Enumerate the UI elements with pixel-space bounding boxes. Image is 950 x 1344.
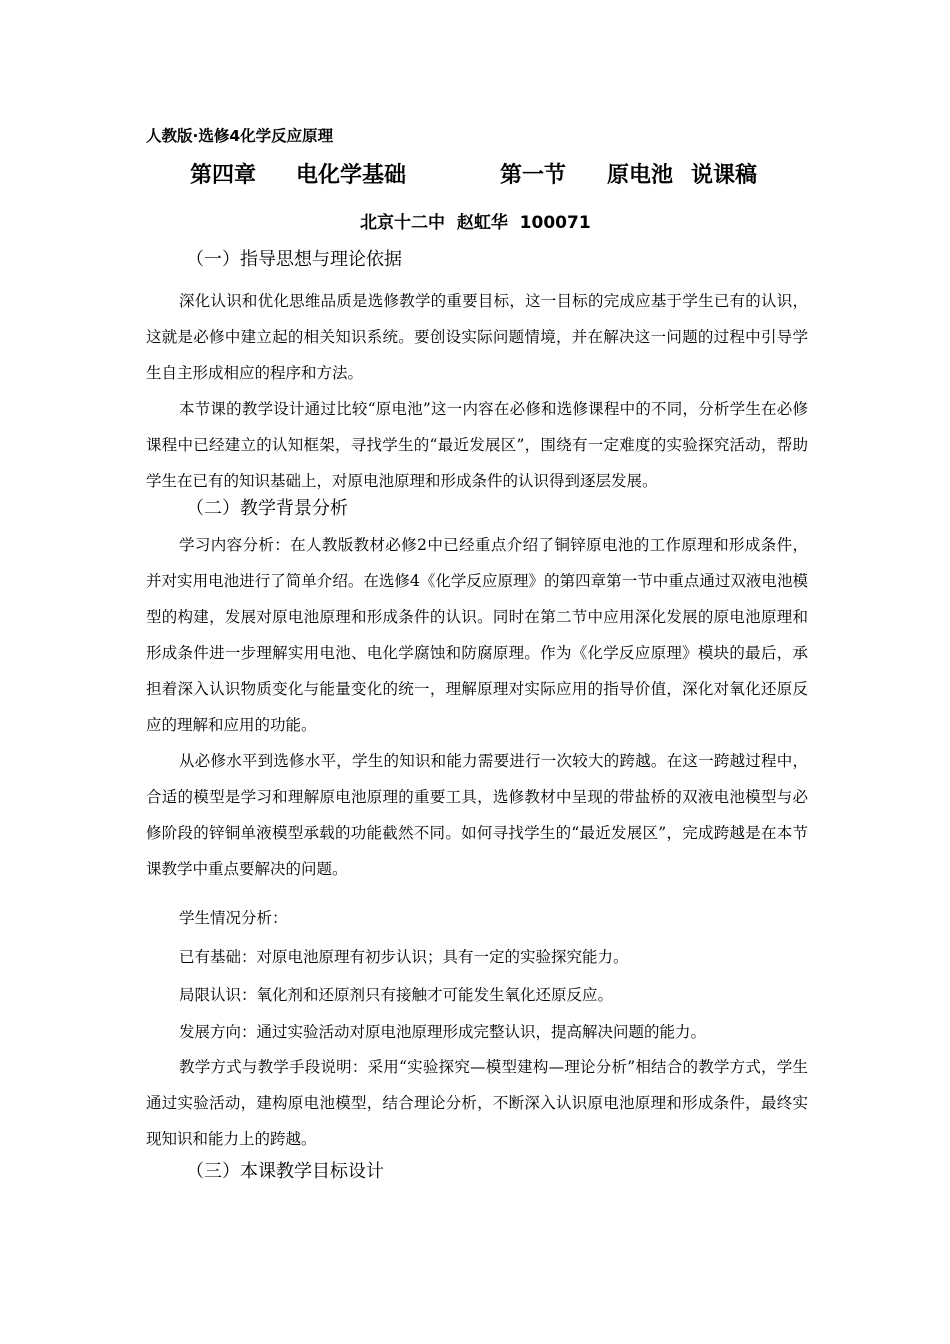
- development-direction: 发展方向：通过实验活动对原电池原理形成完整认识，提高解决问题的能力。: [179, 1023, 707, 1041]
- chapter-title: 电化学基础: [296, 163, 407, 188]
- limited-understanding: 局限认识：氧化剂和还原剂只有接触才可能发生氧化还原反应。: [179, 986, 614, 1004]
- chapter-number: 第四章: [190, 163, 257, 188]
- students-heading: 学生情况分析：: [179, 909, 288, 927]
- teaching-method: [146, 1049, 808, 1157]
- section-heading-3: （三）本课教学目标设计: [186, 1161, 384, 1182]
- section-heading-2: （二）教学背景分析: [186, 498, 348, 519]
- section-title: 原电池: [607, 163, 674, 188]
- section-2-body: [146, 527, 808, 887]
- document-type: 说课稿: [691, 163, 758, 188]
- series-label: 人教版·选修4化学反应原理: [146, 127, 334, 145]
- section-number: 第一节: [500, 163, 567, 188]
- paragraph: 深化认识和优化思维品质是选修教学的重要目标，这一目标的完成应基于学生已有的认识，这就是必修中建立起的相关知识系统。要创设实际问题情境，并在解决这一问题的过程中引导学生自主形成相应的程序和方法。: [146, 292, 808, 382]
- author-line: 北京十二中 赵虹华 100071: [360, 213, 591, 233]
- paragraph: 教学方式与教学手段说明：采用“实验探究—模型建构—理论分析”相结合的教学方式，学生通过实验活动，建构原电池模型，结合理论分析，不断深入认识原电池原理和形成条件，最终实现知识和能力上的跨越。: [146, 1058, 808, 1148]
- existing-basis: 已有基础：对原电池原理有初步认识；具有一定的实验探究能力。: [179, 948, 629, 966]
- paragraph: 从必修水平到选修水平，学生的知识和能力需要进行一次较大的跨越。在这一跨越过程中，合适的模型是学习和理解原电池原理的重要工具，选修教材中呈现的带盐桥的双液电池模型与必修阶段的锌铜单液模型承载的功能截然不同。如何寻找学生的“最近发展区”，完成跨越是在本节课教学中重点要解决的问题。: [146, 752, 808, 878]
- paragraph: 学习内容分析：在人教版教材必修2中已经重点介绍了铜锌原电池的工作原理和形成条件，并对实用电池进行了简单介绍。在选修4《化学反应原理》的第四章第一节中重点通过双液电池模型的构建，发展对原电池原理和形成条件的认识。同时在第二节中应用深化发展的原电池原理和形成条件进一步理解实用电池、电化学腐蚀和防腐原理。作为《化学反应原理》模块的最后，承担着深入认识物质变化与能量变化的统一，理解原理对实际应用的指导价值，深化对氧化还原反应的理解和应用的功能。: [146, 536, 808, 734]
- section-1-body: [146, 283, 808, 499]
- section-heading-1: （一）指导思想与理论依据: [186, 249, 402, 270]
- paragraph: 本节课的教学设计通过比较“原电池”这一内容在必修和选修课程中的不同，分析学生在必修课程中已经建立的认知框架，寻找学生的“最近发展区”，围绕有一定难度的实验探究活动，帮助学生在已有的知识基础上，对原电池原理和形成条件的认识得到逐层发展。: [146, 400, 808, 490]
